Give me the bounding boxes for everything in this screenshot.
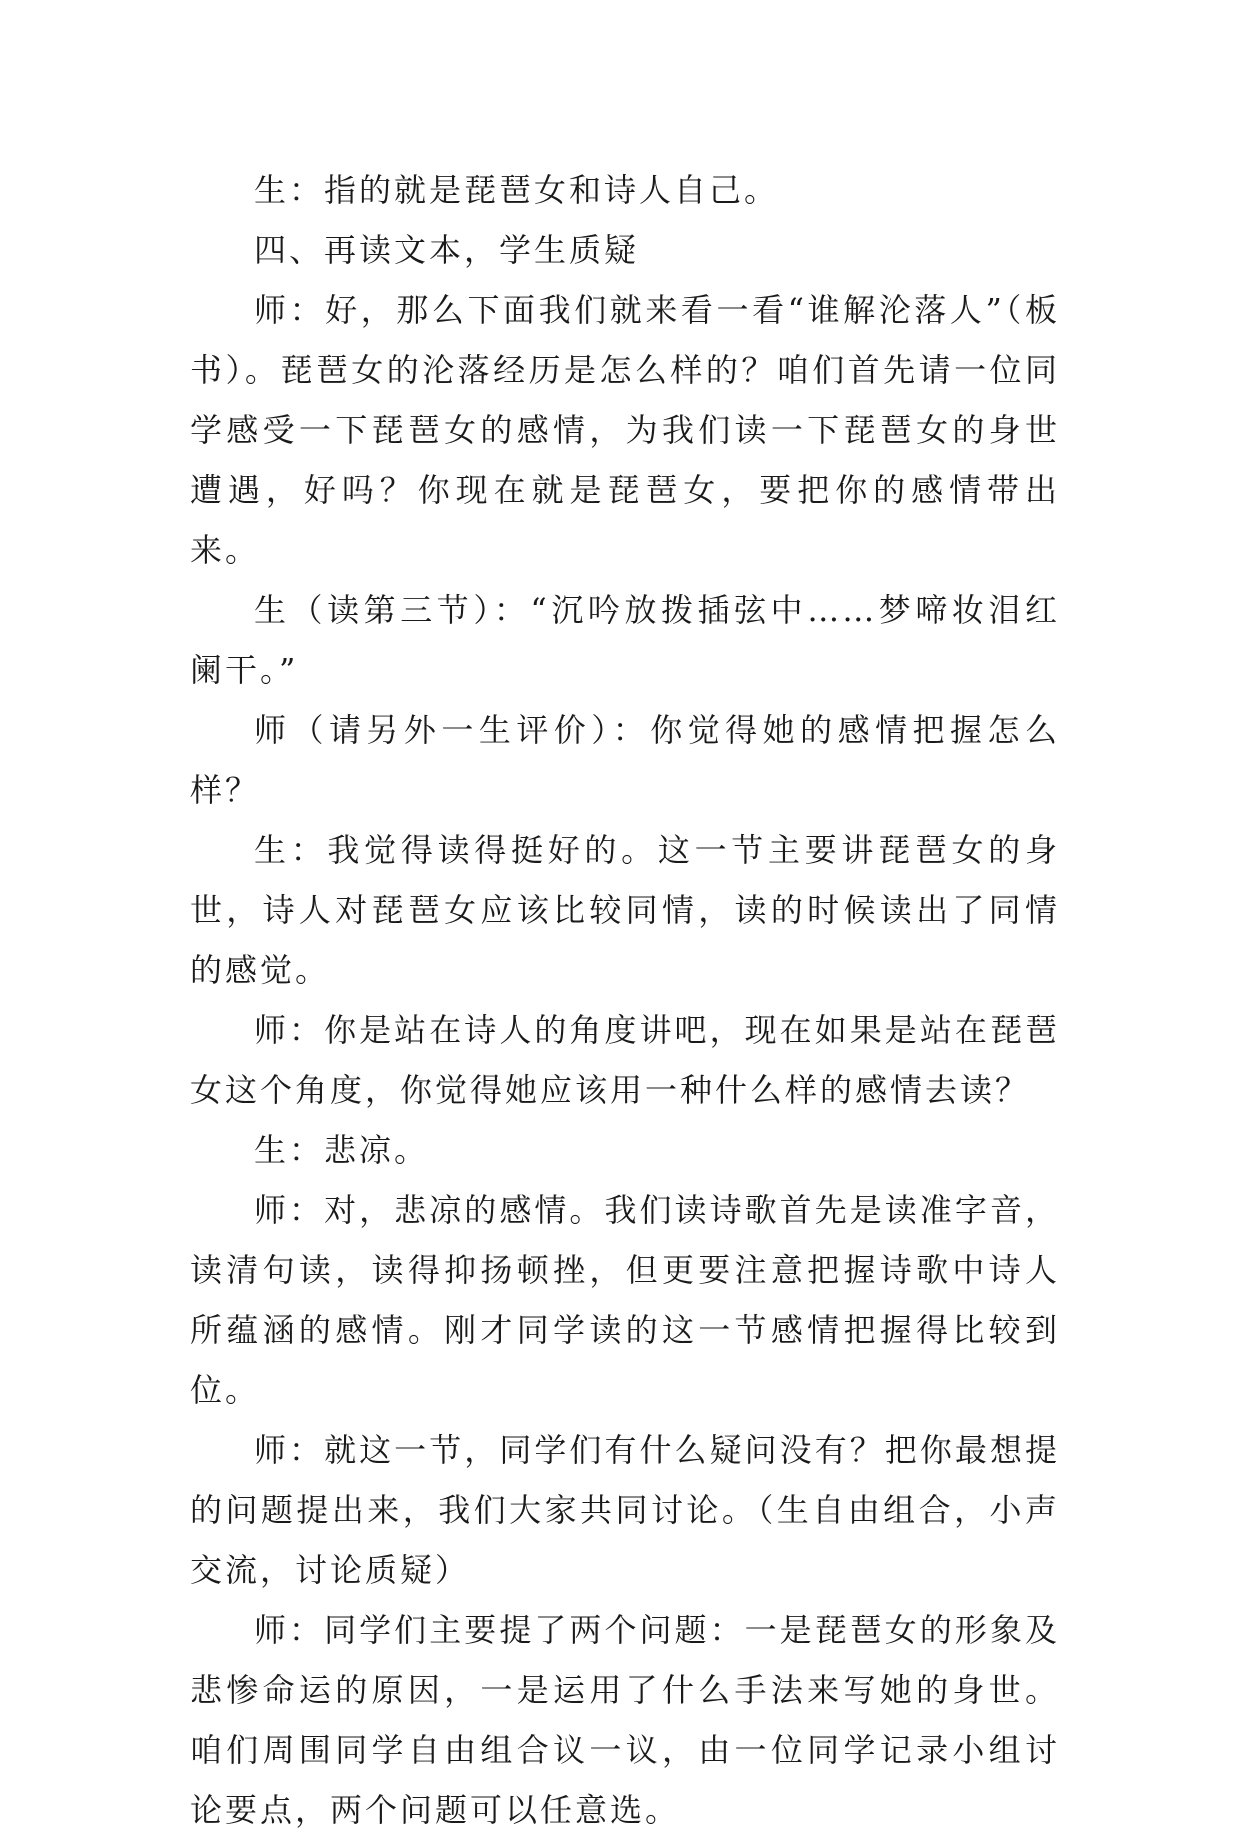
paragraph: 生：我觉得读得挺好的。这一节主要讲琵琶女的身世，诗人对琵琶女应该比较同情，读的时候读出了同情的感觉。 (190, 831, 1060, 989)
paragraph: 师：就这一节，同学们有什么疑问没有？把你最想提的问题提出来，我们大家共同讨论。（生自由组合，小声交流，讨论质疑） (190, 1431, 1060, 1589)
paragraph: 师：同学们主要提了两个问题：一是琵琶女的形象及悲惨命运的原因，一是运用了什么手法来写她的身世。咱们周围同学自由组合议一议，由一位同学记录小组讨论要点，两个问题可以任意选。 (190, 1611, 1060, 1829)
paragraph: 师：对，悲凉的感情。我们读诗歌首先是读准字音，读清句读，读得抑扬顿挫，但更要注意把握诗歌中诗人所蕴涵的感情。刚才同学读的这一节感情把握得比较到位。 (190, 1191, 1060, 1409)
document-page (190, 160, 1060, 1840)
paragraph: 生：悲凉。 (254, 1131, 430, 1169)
paragraph: 生（读第三节）：“沉吟放拨插弦中……梦啼妆泪红阑干。” (190, 591, 1060, 689)
section-heading: 四、再读文本，学生质疑 (254, 231, 640, 269)
paragraph: 生：指的就是琵琶女和诗人自己。 (254, 171, 780, 209)
paragraph: 师：好，那么下面我们就来看一看“谁解沦落人”（板书）。琵琶女的沦落经历是怎么样的？咱们首先请一位同学感受一下琵琶女的感情，为我们读一下琵琶女的身世遭遇，好吗？你现在就是琵琶女，要把你的感情带出来。 (190, 291, 1060, 569)
paragraph: 师（请另外一生评价）：你觉得她的感情把握怎么样？ (190, 711, 1060, 809)
paragraph: 师：你是站在诗人的角度讲吧，现在如果是站在琵琶女这个角度，你觉得她应该用一种什么样的感情去读？ (190, 1011, 1060, 1109)
